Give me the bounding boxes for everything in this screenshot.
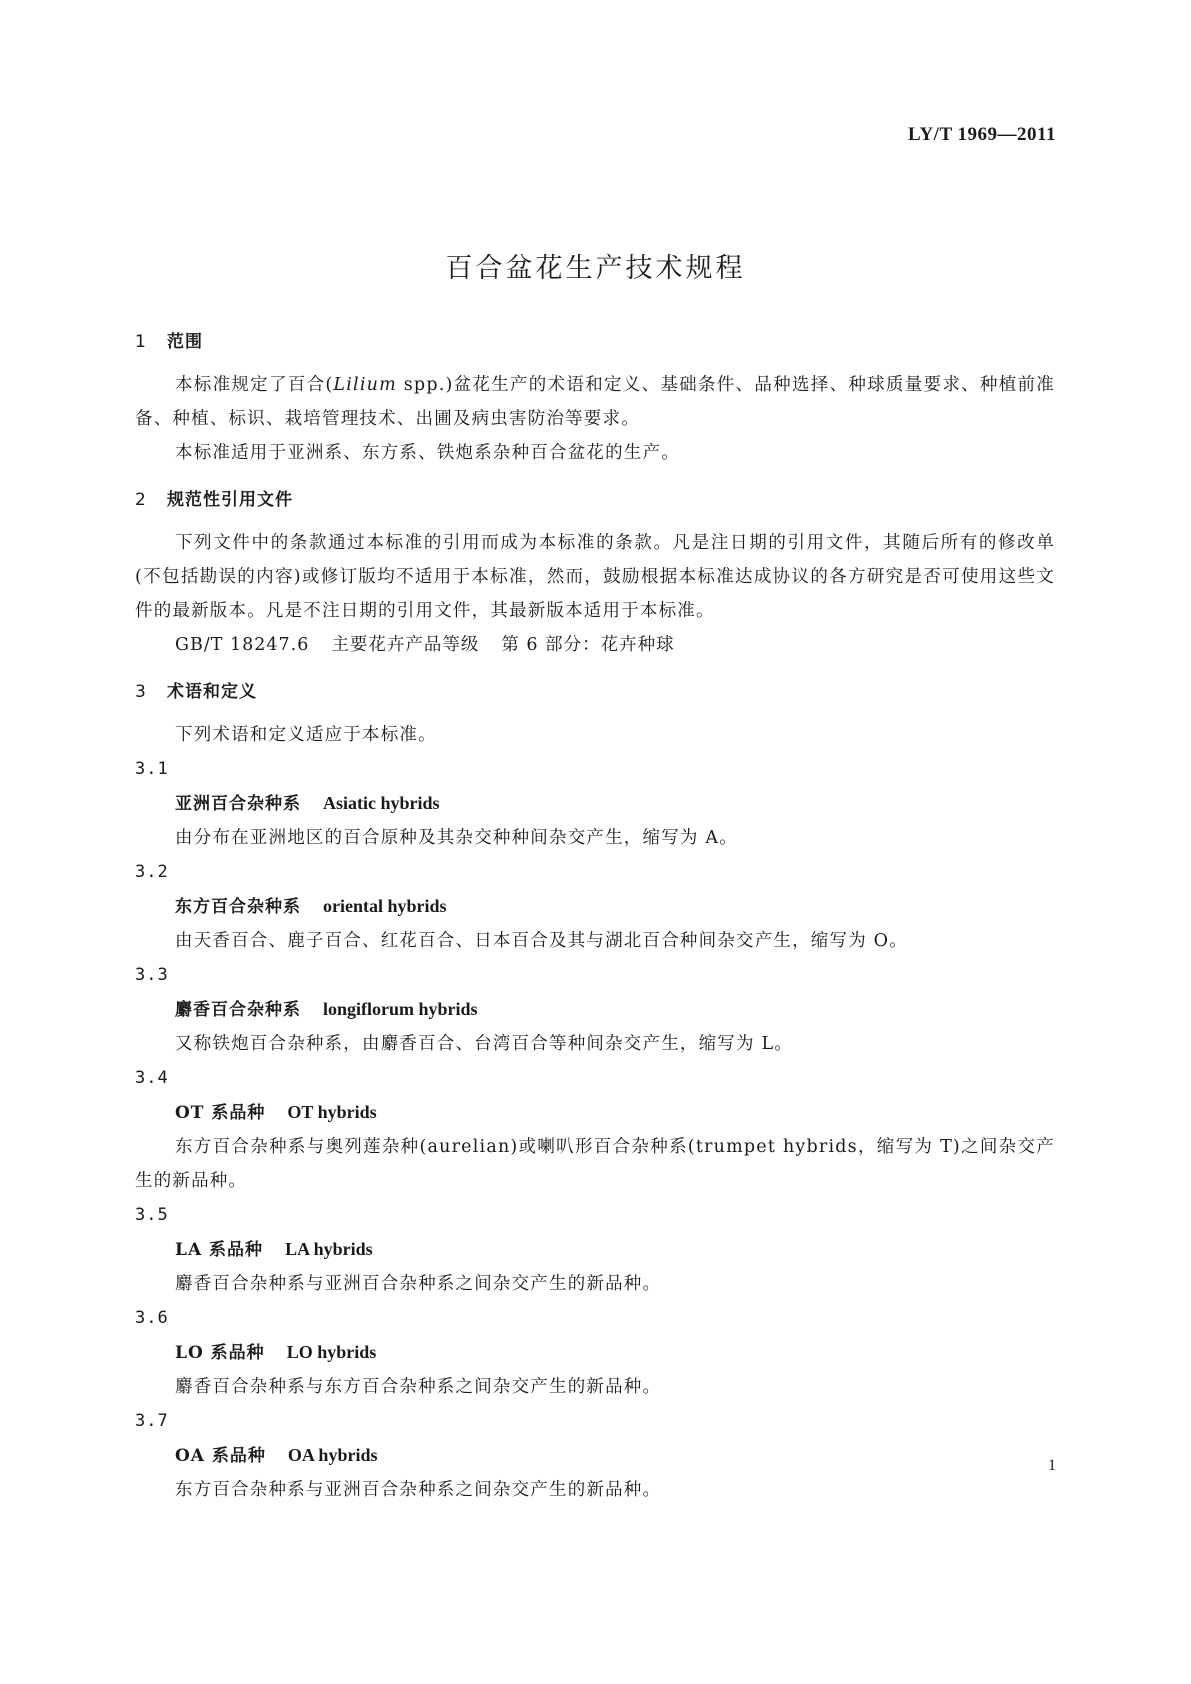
section-number: 3	[135, 682, 147, 702]
section-title: 规范性引用文件	[167, 490, 293, 510]
scope-paragraph	[135, 368, 1055, 436]
term-zh: OT 系品种	[175, 1103, 266, 1123]
term-entry	[135, 752, 1055, 855]
term-en: OT hybrids	[287, 1102, 377, 1122]
term-entry	[135, 1061, 1055, 1198]
term-name	[175, 889, 1055, 924]
reference-entry	[175, 628, 1055, 662]
term-name	[175, 1335, 1055, 1370]
section-number: 1	[135, 332, 147, 352]
term-en: LA hybrids	[285, 1239, 373, 1259]
page-number: 1	[1048, 1457, 1056, 1474]
term-zh: 麝香百合杂种系	[175, 1000, 301, 1020]
term-en: oriental hybrids	[323, 896, 447, 916]
term-definition: 东方百合杂种系与奥列莲杂种(aurelian)或喇叭形百合杂种系(trumpet hybrids，缩写为 T)之间杂交产生的新品种。	[135, 1137, 1055, 1191]
term-definition: 由天香百合、鹿子百合、红花百合、日本百合及其与湖北百合种间杂交产生，缩写为 O。	[175, 931, 908, 951]
term-en: LO hybrids	[286, 1342, 377, 1362]
section-number: 2	[135, 490, 147, 510]
term-entry	[135, 1404, 1055, 1507]
term-en: OA hybrids	[287, 1445, 378, 1465]
term-zh: LA 系品种	[175, 1240, 264, 1260]
term-name	[175, 992, 1055, 1027]
term-number: 3.5	[135, 1205, 169, 1225]
scope-genus: Lilium	[333, 375, 397, 395]
term-name	[175, 1232, 1055, 1267]
section-title: 术语和定义	[167, 682, 257, 702]
references-paragraph: 下列文件中的条款通过本标准的引用而成为本标准的条款。凡是注日期的引用文件，其随后所有的修改单(不包括勘误的内容)或修订版均不适用于本标准，然而，鼓励根据本标准达成协议的各方研究是否可使用这些文件的最新版本。凡是不注日期的引用文件，其最新版本适用于本标准。	[135, 533, 1055, 621]
term-zh: 东方百合杂种系	[175, 897, 301, 917]
term-definition: 东方百合杂种系与亚洲百合杂种系之间杂交产生的新品种。	[175, 1480, 662, 1500]
page-title: 百合盆花生产技术规程	[445, 253, 746, 285]
term-zh: 亚洲百合杂种系	[175, 794, 301, 814]
term-entry	[135, 855, 1055, 958]
term-number: 3.6	[135, 1308, 169, 1328]
term-definition: 麝香百合杂种系与东方百合杂种系之间杂交产生的新品种。	[175, 1377, 662, 1397]
term-name	[175, 1438, 1055, 1473]
section-heading-scope	[135, 330, 1055, 354]
scope-applicability: 本标准适用于亚洲系、东方系、铁炮系杂种百合盆花的生产。	[175, 443, 680, 463]
term-en: longiflorum hybrids	[323, 999, 478, 1019]
scope-text-a: 本标准规定了百合(	[175, 375, 334, 395]
term-definition: 麝香百合杂种系与亚洲百合杂种系之间杂交产生的新品种。	[175, 1274, 662, 1294]
terms-intro: 下列术语和定义适应于本标准。	[175, 725, 437, 745]
reference-part: 第 6 部分：花卉种球	[501, 635, 675, 655]
term-zh: OA 系品种	[175, 1446, 266, 1466]
term-name	[175, 1095, 1055, 1130]
term-number: 3.1	[135, 759, 169, 779]
term-number: 3.2	[135, 862, 169, 882]
section-heading-references	[135, 488, 1055, 512]
document-body	[135, 330, 1055, 1507]
term-zh: LO 系品种	[175, 1343, 265, 1363]
term-number: 3.4	[135, 1068, 169, 1088]
document-code: LY/T 1969—2011	[908, 124, 1056, 145]
section-heading-terms	[135, 680, 1055, 704]
reference-title: 主要花卉产品等级	[331, 635, 480, 655]
term-definition: 又称铁炮百合杂种系，由麝香百合、台湾百合等种间杂交产生，缩写为 L。	[175, 1034, 793, 1054]
term-name	[175, 786, 1055, 821]
term-entry	[135, 958, 1055, 1061]
reference-code: GB/T 18247.6	[175, 635, 310, 655]
term-entry	[135, 1198, 1055, 1301]
term-definition: 由分布在亚洲地区的百合原种及其杂交种种间杂交产生，缩写为 A。	[175, 828, 738, 848]
term-en: Asiatic hybrids	[323, 793, 440, 813]
term-number: 3.7	[135, 1411, 169, 1431]
term-entry	[135, 1301, 1055, 1404]
term-number: 3.3	[135, 965, 169, 985]
section-title: 范围	[167, 332, 203, 352]
scope-text-b: spp.)盆花生产的术语和定义、基础条件、品种选择、种球质量要求、种植前准备、种植、标识、栽培管理技术、出圃及病虫害防治等要求。	[135, 375, 1055, 429]
